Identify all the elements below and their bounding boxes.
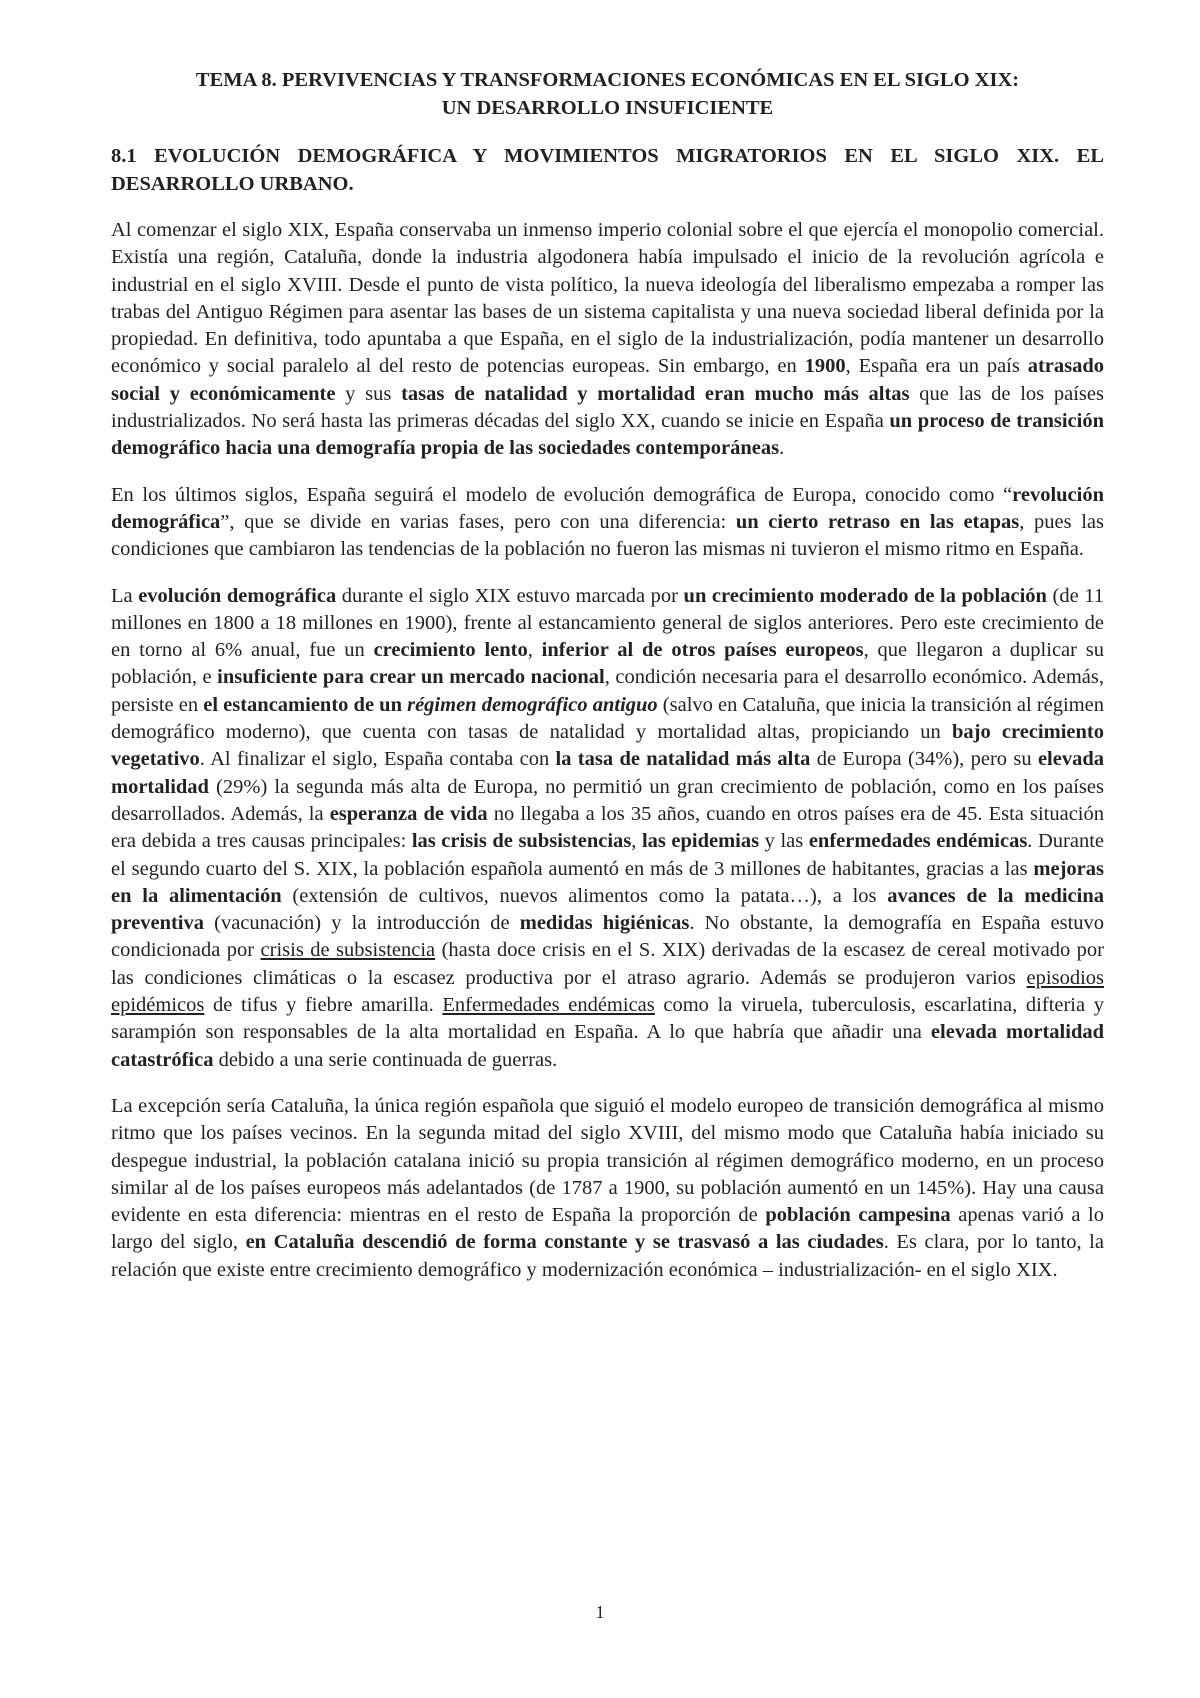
text-run: La — [111, 584, 139, 607]
emphasized-text: enfermedades endémicas — [808, 830, 1028, 853]
text-run: (extensión de cultivos, nuevos alimentos como la patata…), a los — [281, 884, 888, 907]
emphasized-text: el estancamiento de un — [203, 693, 408, 716]
text-run: . Al finalizar el siglo, España contaba con — [199, 748, 556, 771]
text-run: , que llegaron a duplicar su población, e — [111, 639, 1105, 689]
paragraph-3 — [111, 583, 1104, 1074]
emphasized-text: tasas de natalidad y mortalidad eran mucho más altas — [401, 382, 910, 405]
text-run: debido a una serie continuada de guerras. — [213, 1048, 558, 1071]
section-heading: 8.1 EVOLUCIÓN DEMOGRÁFICA Y MOVIMIENTOS MIGRATORIOS EN EL SIGLO XIX. EL DESARROLLO URBANO. — [111, 145, 1104, 195]
text-run: . Es clara, por lo tanto, la relación que existe entre crecimiento demográfico y modernización económica – industrialización- en el siglo XIX. — [111, 1231, 1104, 1281]
emphasized-text: régimen demográfico antiguo — [407, 693, 658, 716]
text-run: La excepción sería Cataluña, la única región española que siguió el modelo europeo de transición demográfica al mismo ritmo que los países vecinos. En la segunda mitad del siglo XVIII, del mismo modo que Cataluña había iniciado su despegue industrial, la población catalana inició su propia transición al régimen demográfico moderno, en un proceso similar al de los países europeos más adelantados (de 1787 a 1900, su población aumentó en un 145%). Hay una causa evidente en esta diferencia: mientras en el resto de España la proporción de — [111, 1094, 1104, 1227]
emphasized-text: en Cataluña descendió de forma constante y se trasvasó a las ciudades — [245, 1231, 884, 1254]
emphasized-text: revolución demográfica — [111, 483, 1104, 533]
text-run: no llegaba a los 35 años, cuando en otros países era de 45. Esta situación era debida a tres causas principales: — [111, 802, 1104, 853]
text-run: (de 11 millones en 1800 a 18 millones en 1900), frente al estancamiento general de siglos anteriores. Pero este crecimiento de en torno al 6% anual, fue un — [111, 584, 1104, 662]
emphasized-text: un crecimiento moderado de la población — [683, 584, 1047, 607]
emphasized-text: las epidemias — [641, 830, 760, 853]
underlined-term: crisis de subsistencia — [260, 939, 436, 962]
underlined-term: Enfermedades endémicas — [442, 994, 655, 1017]
emphasized-text: inferior al de otros países europeos — [541, 639, 864, 662]
text-run: . Durante el segundo cuarto del S. XIX, la población española aumentó en más de 3 millones de habitantes, gracias a las — [111, 830, 1104, 880]
emphasized-text: 1900 — [804, 355, 846, 378]
emphasized-text: un cierto retraso en las etapas — [735, 510, 1020, 533]
text-run: (29%) la segunda más alta de Europa, no permitió un gran crecimiento de población, como en los países desarrollados. Además, la — [111, 775, 1104, 825]
paragraph-4 — [111, 1093, 1104, 1284]
text-run: durante el siglo XIX estuvo marcada por — [336, 584, 684, 607]
text-run: . No obstante, la demografía en España estuvo condicionada por — [111, 912, 1105, 962]
emphasized-text: mejoras en la alimentación — [111, 857, 1104, 907]
emphasized-text: bajo crecimiento vegetativo — [111, 721, 1104, 771]
emphasized-text: elevada mortalidad — [111, 748, 1104, 798]
text-run: y sus — [335, 382, 402, 405]
emphasized-text: medidas higiénicas — [519, 912, 690, 935]
emphasized-text: población campesina — [765, 1204, 951, 1227]
emphasized-text: un proceso de transición demográfico hacia una demografía propia de las sociedades contemporáneas — [111, 410, 1104, 460]
text-run: de tifus y fiebre amarilla. — [204, 994, 443, 1017]
text-run: (salvo en Cataluña, que inicia la transición al régimen demográfico moderno), que cuenta con tasas de natalidad y mortalidad altas, propiciando un — [111, 693, 1104, 744]
text-run: como la viruela, tuberculosis, escarlatina, difteria y sarampión son responsables de la alta mortalidad en España. A lo que habría que añadir una — [111, 994, 1104, 1044]
emphasized-text: la tasa de natalidad más alta — [555, 748, 811, 771]
text-run: , España era un país — [845, 355, 1028, 378]
text-run: , — [527, 639, 542, 662]
text-run: . — [779, 437, 785, 460]
emphasized-text: evolución demográfica — [138, 584, 337, 607]
emphasized-text: las crisis de subsistencias — [411, 830, 632, 853]
title-line-1: TEMA 8. PERVIVENCIAS Y TRANSFORMACIONES ECONÓMICAS EN EL SIGLO XIX: — [195, 69, 1020, 91]
text-run: ”, que se divide en varias fases, pero con una diferencia: — [220, 510, 736, 533]
text-run: que las de los países industrializados. No será hasta las primeras décadas del siglo XX, cuando se inicie en España — [111, 382, 1104, 433]
title-line-2: UN DESARROLLO INSUFICIENTE — [441, 97, 774, 119]
text-run: (hasta doce crisis en el S. XIX) derivadas de la escasez de cereal motivado por las condiciones climáticas o la escasez productiva por el atraso agrario. Además se produjeron varios — [111, 939, 1104, 989]
underlined-term: episodios epidémicos — [111, 966, 1104, 1017]
text-run: , pues las condiciones que cambiaron las tendencias de la población no fueron las mismas ni tuvieron el mismo ritmo en España. — [111, 510, 1104, 561]
emphasized-text: esperanza de vida — [329, 802, 488, 825]
page-number: 1 — [595, 1602, 605, 1622]
text-run: En los últimos siglos, España seguirá el modelo de evolución demográfica de Europa, conocido como “ — [111, 483, 1013, 506]
emphasized-text: avances de la medicina preventiva — [111, 884, 1104, 935]
paragraph-2 — [111, 482, 1104, 564]
text-run: apenas varió a lo largo del siglo, — [111, 1204, 1104, 1254]
text-run: Al comenzar el siglo XIX, España conservaba un inmenso imperio colonial sobre el que ejercía el monopolio comercial. Existía una región, Cataluña, donde la industria algodonera había impulsado el inicio de la revolución agrícola e industrial en el siglo XVIII. Desde el punto de vista político, la nueva ideología del liberalismo empezaba a romper las trabas del Antiguo Régimen para asentar las bases de un sistema capitalista y una nueva sociedad liberal definida por la propiedad. En definitiva, todo apuntaba a que España, en el siglo de la industrialización, podía mantener un desarrollo económico y social paralelo al del resto de potencias europeas. Sin embargo, en — [111, 219, 1104, 378]
emphasized-text: crecimiento lento — [373, 639, 528, 662]
paragraph-1 — [111, 217, 1104, 463]
text-run: , condición necesaria para el desarrollo económico. Además, persiste en — [111, 666, 1104, 716]
emphasized-text: atrasado social y económicamente — [111, 355, 1104, 405]
text-run: (vacunación) y la introducción de — [204, 912, 520, 935]
emphasized-text: insuficiente para crear un mercado nacional — [217, 666, 605, 689]
text-run: , — [631, 830, 642, 853]
document-title — [111, 66, 1104, 122]
text-run: de Europa (34%), pero su — [810, 748, 1038, 771]
text-run: y las — [759, 830, 809, 853]
emphasized-text: elevada mortalidad catastrófica — [111, 1021, 1104, 1071]
